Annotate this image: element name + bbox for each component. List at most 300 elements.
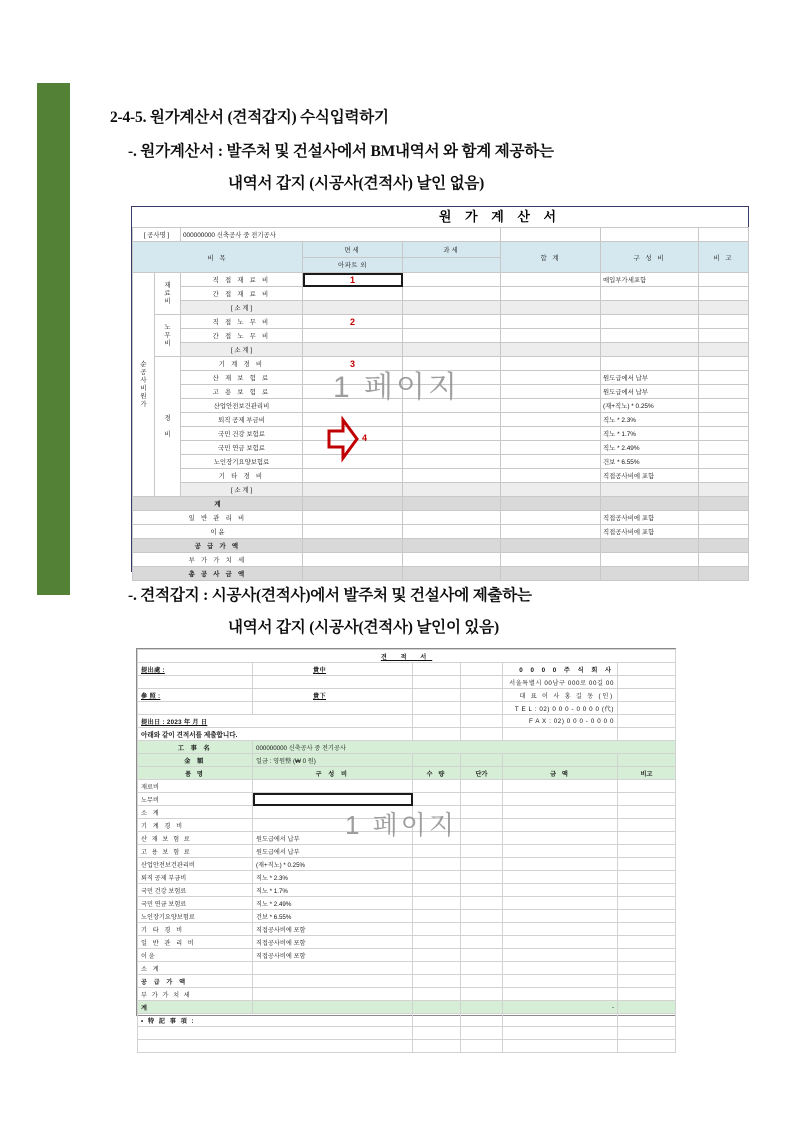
cell-qty[interactable] [413,832,461,845]
table-row[interactable] [133,455,749,469]
cell-taxable[interactable] [403,497,501,511]
cell-taxable[interactable] [403,483,501,497]
table-row-summary[interactable] [133,553,749,567]
cell-remark[interactable] [699,329,749,343]
cell-total[interactable] [501,427,601,441]
cell-total[interactable] [501,371,601,385]
cell-taxfree-machine[interactable]: 3 [303,357,403,371]
cell-note-pad[interactable] [413,1040,461,1053]
table-row[interactable] [138,897,676,910]
cell-remark[interactable] [699,399,749,413]
table-row[interactable] [138,793,676,806]
table-row[interactable] [138,962,676,975]
cell-taxfree[interactable] [303,399,403,413]
cell-amount[interactable] [503,910,618,923]
cell-remark[interactable] [618,845,676,858]
cell-taxfree[interactable] [303,539,403,553]
table-row[interactable] [133,273,749,287]
cell-taxable[interactable] [403,427,501,441]
project-name-value[interactable]: 000000000 신축공사 중 전기공사 [181,228,501,242]
cell-taxable[interactable] [403,511,501,525]
group-label-net-cost: 순 공 사 비 원 가 [133,273,155,497]
cell-note-pad[interactable] [413,1014,461,1027]
cell-remark[interactable] [699,385,749,399]
submit-date-field[interactable]: 提出日 : 2023 年 月 日 [138,715,413,728]
cell-amount[interactable] [503,806,618,819]
cell-total[interactable] [501,413,601,427]
cell-total[interactable] [501,553,601,567]
cell-taxable[interactable] [403,567,501,581]
spreadsheet-wonga-gyesanseo[interactable] [131,206,749,578]
heading-block-top [110,105,730,193]
cell-total[interactable] [501,385,601,399]
cell-ratio[interactable] [253,1001,413,1014]
sheet2-header-table[interactable] [137,649,676,1053]
cell-remark[interactable] [618,910,676,923]
cell-total[interactable] [501,343,601,357]
sheet1-table[interactable] [132,227,749,581]
cell-qty[interactable] [413,884,461,897]
cell-taxfree[interactable] [303,343,403,357]
table-row-project-name[interactable] [138,741,676,754]
cell-ratio[interactable] [601,497,699,511]
cell-qty[interactable] [413,923,461,936]
row-label: 노인장기요양보험료 [138,910,253,923]
table-row-summary[interactable] [133,525,749,539]
cell-unit-price[interactable] [461,910,503,923]
submission-statement: 아래와 같이 견적서를 제출합니다. [138,728,413,741]
table-row[interactable] [138,923,676,936]
cell-remark[interactable] [618,806,676,819]
cell-qty[interactable] [413,1001,461,1014]
cell-qty[interactable] [413,988,461,1001]
cell-qty[interactable] [413,975,461,988]
cell-unit-price[interactable] [461,936,503,949]
cell-ratio[interactable] [253,962,413,975]
cell-unit-price[interactable] [461,988,503,1001]
cell-remark[interactable] [618,923,676,936]
cell-taxfree[interactable] [303,455,403,469]
cell-ratio[interactable] [601,343,699,357]
table-row[interactable] [138,806,676,819]
cell-ratio[interactable]: 원도급에서 납부 [253,832,413,845]
cell-ratio[interactable] [601,287,699,301]
cell-taxfree[interactable] [303,441,403,455]
cell-note-pad[interactable] [618,1014,676,1027]
cell-qty[interactable] [413,936,461,949]
cell-taxfree-direct-material[interactable]: 1 [303,273,403,287]
cell-total[interactable] [501,273,601,287]
table-row[interactable] [133,483,749,497]
cell-remark[interactable] [699,301,749,315]
table-row[interactable] [133,287,749,301]
cell-taxfree[interactable] [303,483,403,497]
sheet2-pad [618,663,676,676]
cell-unit-price[interactable] [461,962,503,975]
cell-remark[interactable] [618,871,676,884]
cell-remark[interactable] [618,819,676,832]
form-row-statement [138,728,676,741]
cell-ratio[interactable] [601,567,699,581]
cell-unit-price[interactable] [461,975,503,988]
cell-taxable[interactable] [403,399,501,413]
cell-amount[interactable] [503,793,618,806]
cell-remark[interactable] [618,988,676,1001]
note-blank[interactable] [138,1040,413,1053]
sheet2-title: 견 적 서 [138,650,676,663]
cell-amount[interactable] [503,884,618,897]
cell-ratio[interactable]: 건보 * 6.55% [601,455,699,469]
cell-ratio[interactable]: 원도급에서 납부 [601,371,699,385]
cell-remark[interactable] [618,975,676,988]
cell-unit-price[interactable] [461,819,503,832]
cell-note-pad[interactable] [503,1014,618,1027]
cell-unit-price[interactable] [461,884,503,897]
cell-note-pad[interactable] [503,1027,618,1040]
cell-note-pad[interactable] [413,1027,461,1040]
cell-unit-price[interactable] [461,832,503,845]
table-row-summary[interactable] [133,497,749,511]
row-label: 소 계 [138,806,253,819]
cell-total[interactable] [501,469,601,483]
cell-taxfree[interactable] [303,497,403,511]
cell-taxable[interactable] [403,343,501,357]
cell-amount[interactable] [503,780,618,793]
cell-unit-price[interactable] [461,858,503,871]
cell-taxable[interactable] [403,553,501,567]
cell-qty[interactable] [413,780,461,793]
project-pad-1 [501,228,601,242]
table-row[interactable] [133,385,749,399]
table-row[interactable] [133,315,749,329]
table-row-note[interactable] [138,1014,676,1027]
cell-qty[interactable] [413,871,461,884]
cell-total[interactable] [501,483,601,497]
cell-ratio[interactable]: 원도급에서 납부 [253,845,413,858]
cell-ratio[interactable] [601,329,699,343]
submit-to-value[interactable]: 貴中 [253,663,413,676]
cell-taxfree[interactable] [303,287,403,301]
cell-total[interactable] [501,399,601,413]
cell-taxable[interactable] [403,385,501,399]
cell-taxfree[interactable] [303,567,403,581]
cell-remark[interactable] [699,511,749,525]
table-row[interactable] [133,469,749,483]
table-row[interactable] [133,301,749,315]
table-row[interactable] [133,413,749,427]
subheading-wonga-line2: 내역서 갑지 (시공사(견적사) 날인 없음) [228,175,485,192]
cell-ratio[interactable]: 건보 * 6.55% [253,910,413,923]
cell-remark[interactable] [699,469,749,483]
cell-total[interactable] [501,567,601,581]
cell-remark[interactable] [699,539,749,553]
cell-qty[interactable] [413,910,461,923]
cell-taxable[interactable] [403,525,501,539]
cell-remark[interactable] [618,793,676,806]
cell-total[interactable] [501,329,601,343]
cell-taxfree[interactable] [303,329,403,343]
cell-qty[interactable] [413,845,461,858]
cell-amount[interactable] [503,988,618,1001]
cell-taxfree[interactable] [303,385,403,399]
reference-value[interactable]: 貴下 [253,689,413,702]
sheet2-pad [253,676,413,689]
cell-taxable[interactable] [403,315,501,329]
cell-taxfree[interactable] [303,525,403,539]
cell-remark[interactable] [699,287,749,301]
cell-taxfree[interactable] [303,427,403,441]
cell-ratio[interactable] [601,315,699,329]
cell-taxable[interactable] [403,301,501,315]
cell-remark[interactable] [699,525,749,539]
cell-ratio[interactable]: 직노 * 1.7% [601,427,699,441]
table-row[interactable] [138,936,676,949]
cell-ratio[interactable]: 직접공사비에 포함 [253,949,413,962]
cell-total[interactable] [501,525,601,539]
cell-ratio[interactable]: 직접공사비에 포함 [601,469,699,483]
col-header-ratio: 구 성 비 [253,767,413,780]
table-row[interactable] [138,832,676,845]
sheet2-pad [461,676,503,689]
cell-remark[interactable] [699,455,749,469]
cell-ratio[interactable]: (재+직노) * 0.25% [253,858,413,871]
cell-qty[interactable] [413,949,461,962]
cell-remark[interactable] [699,343,749,357]
table-row[interactable] [133,399,749,413]
subheading-wonga-line1: -. 원가계산서 : 발주처 및 건설사에서 BM내역서 와 함계 제공하는 [128,143,554,160]
cell-taxfree[interactable] [303,301,403,315]
note-blank[interactable] [138,1027,413,1040]
row-label: 산 재 보 험 료 [181,371,303,385]
cell-ratio[interactable]: 직접공사비에 포함 [253,936,413,949]
cell-ratio[interactable]: 매입부가세포함 [601,273,699,287]
cell-qty[interactable] [413,806,461,819]
cell-unit-price[interactable] [461,780,503,793]
table-row[interactable] [133,427,749,441]
cell-total[interactable] [501,287,601,301]
cell-ratio[interactable]: 직접공사비에 포함 [601,525,699,539]
cell-ratio[interactable]: 직접공사비에 포함 [253,923,413,936]
cell-remark[interactable] [618,962,676,975]
table-row[interactable] [138,884,676,897]
cell-taxfree[interactable] [303,511,403,525]
cell-qty[interactable] [413,819,461,832]
table-header-row-1 [133,242,749,258]
table-row[interactable] [138,975,676,988]
cell-ratio[interactable] [253,988,413,1001]
cell-unit-price[interactable] [461,871,503,884]
table-row-amount[interactable] [138,754,676,767]
cell-taxable[interactable] [403,371,501,385]
cell-taxable[interactable] [403,455,501,469]
cell-note-pad[interactable] [618,1027,676,1040]
cell-unit-price[interactable] [461,949,503,962]
cell-ratio[interactable] [253,806,413,819]
cell-ratio[interactable]: 직노 * 2.3% [601,413,699,427]
cell-taxfree[interactable] [303,553,403,567]
cell-note-pad[interactable] [618,1040,676,1053]
cell-remark[interactable] [699,413,749,427]
cell-total[interactable] [501,315,601,329]
cell-note-pad[interactable] [503,1040,618,1053]
cell-amount[interactable] [503,936,618,949]
table-row[interactable] [133,441,749,455]
cell-remark[interactable] [699,427,749,441]
sheet2-pad [618,754,676,767]
cell-taxfree[interactable] [303,413,403,427]
cell-remark[interactable] [699,567,749,581]
table-row-summary[interactable] [133,539,749,553]
table-row-note-blank[interactable] [138,1040,676,1053]
company-fax: F A X : 02) 0 0 0 - 0 0 0 0 [503,715,618,728]
cell-unit-price[interactable] [461,923,503,936]
table-row-note-blank[interactable] [138,1027,676,1040]
project-pad-2 [601,228,699,242]
cell-remark[interactable] [618,858,676,871]
cell-ratio[interactable] [601,553,699,567]
cell-note-pad[interactable] [461,1014,503,1027]
cell-amount[interactable] [503,819,618,832]
cell-unit-price[interactable] [461,1001,503,1014]
cell-remark[interactable] [699,371,749,385]
cell-remark[interactable] [618,780,676,793]
cell-ratio[interactable]: 직접공사비에 포함 [601,511,699,525]
cell-remark[interactable] [618,832,676,845]
cell-total[interactable] [501,539,601,553]
table-row-summary[interactable] [133,511,749,525]
cell-taxable[interactable] [403,469,501,483]
cell-taxable[interactable] [403,441,501,455]
table-row[interactable] [133,371,749,385]
cell-remark[interactable] [699,315,749,329]
cell-ratio[interactable] [253,819,413,832]
cell-amount-total[interactable]: - [503,1001,618,1014]
cell-remark[interactable] [618,936,676,949]
cell-taxable[interactable] [403,413,501,427]
cell-taxable[interactable] [403,329,501,343]
cell-remark[interactable] [618,884,676,897]
cell-qty[interactable] [413,793,461,806]
table-row[interactable] [138,988,676,1001]
table-row[interactable] [133,329,749,343]
table-row-project [133,228,749,242]
cell-remark[interactable] [618,1001,676,1014]
cell-remark[interactable] [699,441,749,455]
cell-amount[interactable] [503,832,618,845]
cell-ratio[interactable] [601,301,699,315]
cell-amount[interactable] [503,975,618,988]
cell-amount[interactable] [503,858,618,871]
cell-unit-price[interactable] [461,845,503,858]
cell-amount[interactable] [503,845,618,858]
cell-ratio[interactable]: (재+직노) * 0.25% [601,399,699,413]
sheet2-pad [461,663,503,676]
cell-note-pad[interactable] [461,1027,503,1040]
cell-taxfree[interactable] [303,371,403,385]
cell-remark[interactable] [618,897,676,910]
cell-remark[interactable] [699,273,749,287]
sheet2-pad [618,715,676,728]
sheet1-title: 원 가 계 산 서 [438,209,562,224]
cell-unit-price[interactable] [461,793,503,806]
company-ceo: 대 표 이 사 홍 길 동 (인) [503,689,618,702]
cell-unit-price[interactable] [461,897,503,910]
cell-ratio[interactable]: 원도급에서 납부 [601,385,699,399]
cell-remark[interactable] [699,483,749,497]
table-row[interactable] [138,871,676,884]
cell-total[interactable] [501,455,601,469]
cell-ratio[interactable]: 직노 * 2.3% [253,871,413,884]
table-row[interactable] [138,819,676,832]
cell-remark[interactable] [699,497,749,511]
amount-value[interactable]: 일금 : 영원整 (₩ 0 원) [253,754,413,767]
cell-qty[interactable] [413,858,461,871]
cell-amount[interactable] [503,871,618,884]
cell-taxfree[interactable] [303,469,403,483]
cell-amount[interactable] [503,962,618,975]
table-row[interactable] [138,949,676,962]
row-label: 계 [133,497,303,511]
cell-ratio[interactable] [601,357,699,371]
table-row[interactable] [133,357,749,371]
cell-qty[interactable] [413,897,461,910]
row-label: 간 접 재 료 비 [181,287,303,301]
cell-amount[interactable] [503,897,618,910]
cell-amount[interactable] [503,923,618,936]
cell-remark[interactable] [699,553,749,567]
cell-ratio[interactable] [253,975,413,988]
table-row[interactable] [138,910,676,923]
spreadsheet-gyeonjeokseo[interactable] [136,648,676,1025]
cell-note-pad[interactable] [461,1040,503,1053]
cell-ratio[interactable]: 직노 * 1.7% [253,884,413,897]
table-row[interactable] [138,780,676,793]
cell-total[interactable] [501,301,601,315]
cell-taxfree-direct-labor[interactable]: 2 [303,315,403,329]
cell-total[interactable] [501,357,601,371]
cell-ratio[interactable]: 직노 * 2.49% [253,897,413,910]
cell-total[interactable] [501,441,601,455]
sheet2-pad [461,715,503,728]
cell-taxable[interactable] [403,273,501,287]
cell-ratio[interactable]: 직노 * 2.49% [601,441,699,455]
amount-label: 金 額 [138,754,253,767]
table-row-summary[interactable] [133,567,749,581]
table-row[interactable] [133,343,749,357]
cell-ratio[interactable] [601,539,699,553]
cell-remark[interactable] [699,357,749,371]
cell-total[interactable] [501,511,601,525]
cell-remark[interactable] [618,949,676,962]
cell-amount[interactable] [503,949,618,962]
table-row[interactable] [138,845,676,858]
table-row[interactable] [138,858,676,871]
cell-ratio-selected[interactable] [253,793,413,806]
table-row-total[interactable] [138,1001,676,1014]
cell-ratio[interactable] [253,780,413,793]
cell-taxable[interactable] [403,287,501,301]
cell-ratio[interactable] [601,483,699,497]
cell-total[interactable] [501,497,601,511]
col-header-ratio: 구 성 비 [601,242,699,273]
note-label: • 特 記 事 項 : [138,1014,413,1027]
cell-taxable[interactable] [403,357,501,371]
row-label: [ 소 계 ] [181,483,303,497]
cell-qty[interactable] [413,962,461,975]
cell-taxable[interactable] [403,539,501,553]
project-name-value[interactable]: 000000000 신축공사 중 전기공사 [253,741,676,754]
cell-unit-price[interactable] [461,806,503,819]
